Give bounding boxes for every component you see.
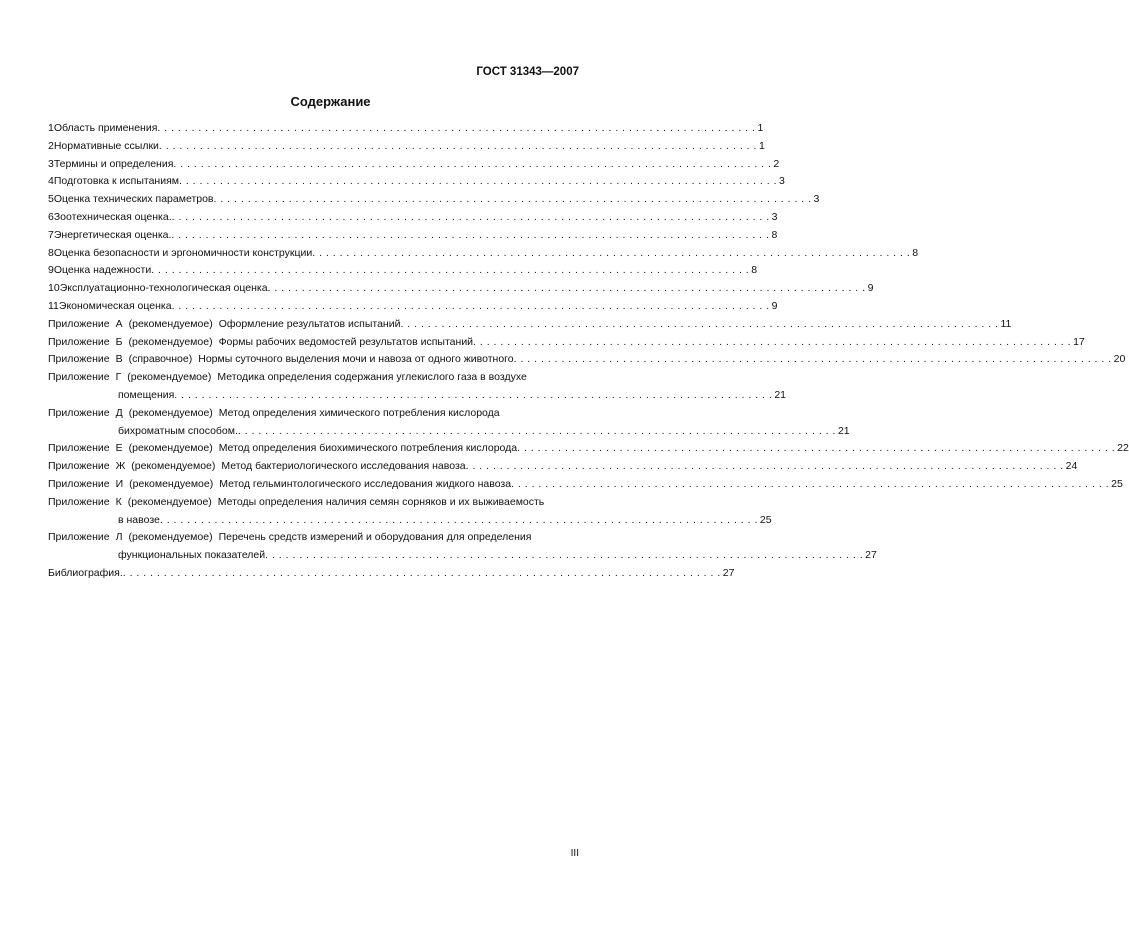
toc-label: Подготовка к испытаниям <box>53 175 179 188</box>
toc-number: 11 <box>48 299 59 312</box>
annex-letter: Д <box>115 406 123 419</box>
toc-page: 21 <box>774 388 787 401</box>
toc-annex-entry[interactable] <box>48 353 1126 371</box>
toc-page: 11 <box>1000 317 1012 330</box>
toc-page: 25 <box>1111 477 1123 490</box>
annex-letter: Л <box>115 531 123 544</box>
annex-kind: (рекомендуемое) <box>127 371 212 384</box>
toc-number: 1 <box>48 122 54 134</box>
toc-page: 21 <box>837 424 850 437</box>
standard-header: ГОСТ 31343—2007 <box>476 66 579 78</box>
toc-annex-entry[interactable] <box>48 460 1078 478</box>
toc-label: Зоотехническая оценка. <box>53 210 172 223</box>
toc-page: 27 <box>722 566 735 579</box>
annex-letter: А <box>115 317 123 330</box>
annex-letter: К <box>115 495 122 508</box>
annex-title: Оформление результатов испытаний <box>218 317 401 330</box>
toc-annex-entry[interactable] <box>48 477 1123 496</box>
annex-kind: (рекомендуемое) <box>128 335 213 348</box>
annex-title-continuation: помещения <box>118 388 175 401</box>
annex-kind: (рекомендуемое) <box>131 460 216 473</box>
toc-label: Оценка надежности <box>53 264 152 277</box>
toc-page: 1 <box>757 122 764 134</box>
toc-annex-continuation[interactable] <box>48 549 877 567</box>
toc-page: 24 <box>1065 460 1078 473</box>
annex-kind: (справочное) <box>128 353 193 366</box>
annex-title: Метод гельминтологического исследования жидкого навоза <box>219 477 512 490</box>
toc-annex-entry[interactable] <box>48 442 1129 460</box>
toc-number: 5 <box>48 193 54 206</box>
annex-title-continuation: функциональных показателей <box>118 549 266 562</box>
annex-label: Приложение <box>48 495 110 508</box>
toc-number: 6 <box>48 210 54 223</box>
toc-label: Энергетическая оценка. <box>53 228 172 241</box>
toc-annex-continuation[interactable] <box>48 388 787 407</box>
annex-title: Перечень средств измерений и оборудования для определения <box>218 531 532 544</box>
annex-title: Методика определения содержания углекислого газа в воздухе <box>217 371 527 384</box>
toc-entry[interactable] <box>48 228 778 247</box>
toc-annex-entry[interactable] <box>48 531 583 549</box>
toc-entry[interactable] <box>48 264 758 282</box>
annex-label: Приложение <box>48 477 110 490</box>
annex-letter: Е <box>115 442 123 455</box>
toc-number: 4 <box>48 175 54 188</box>
toc-page: 8 <box>751 264 758 277</box>
toc-page: 3 <box>779 175 785 188</box>
annex-label: Приложение <box>48 406 110 419</box>
toc-number: 10 <box>48 282 60 295</box>
toc-bibliography-entry[interactable] <box>48 566 735 585</box>
toc-page: 8 <box>912 246 919 259</box>
toc-entry[interactable] <box>48 299 778 318</box>
toc-entry[interactable] <box>48 193 820 211</box>
toc-annex-entry[interactable] <box>48 407 583 425</box>
annex-label: Приложение <box>48 335 110 348</box>
annex-title: Метод бактериологического исследования навоза <box>221 460 466 473</box>
annex-label: Приложение <box>48 442 110 455</box>
toc-page: 25 <box>759 513 772 526</box>
toc-entry[interactable] <box>48 175 785 193</box>
toc-entry[interactable] <box>48 282 874 300</box>
annex-letter: И <box>115 477 124 490</box>
toc-annex-entry[interactable] <box>48 496 583 514</box>
toc-page: 9 <box>771 299 778 312</box>
toc-entry[interactable] <box>48 157 780 176</box>
toc-page: 1 <box>758 139 765 152</box>
annex-kind: (рекомендуемое) <box>128 531 213 544</box>
toc-entry[interactable] <box>48 122 764 140</box>
page-title: Содержание <box>290 94 371 109</box>
toc-annex-entry[interactable] <box>48 335 1085 354</box>
toc-number: 2 <box>48 139 54 152</box>
annex-title: Формы рабочих ведомостей результатов испытаний <box>218 335 474 348</box>
annex-label: Приложение <box>48 371 110 384</box>
toc-label: Термины и определения <box>53 157 174 170</box>
annex-kind: (рекомендуемое) <box>128 317 213 330</box>
toc-page: 20 <box>1113 353 1126 366</box>
annex-kind: (рекомендуемое) <box>128 406 213 419</box>
toc-annex-continuation[interactable] <box>48 424 850 443</box>
page-number: III <box>570 848 579 859</box>
table-of-contents <box>48 122 1129 585</box>
annex-title: Метод определения химического потребления кислорода <box>218 406 500 419</box>
annex-label: Приложение <box>48 317 110 330</box>
toc-label: Область применения <box>53 122 158 134</box>
toc-number: 8 <box>48 246 54 259</box>
toc-entry[interactable] <box>48 139 765 158</box>
toc-annex-entry[interactable] <box>48 317 1012 336</box>
annex-label: Приложение <box>48 460 110 473</box>
annex-letter: В <box>115 353 123 366</box>
annex-letter: Б <box>115 335 123 348</box>
toc-label: Эксплуатационно-технологическая оценка <box>59 282 268 295</box>
toc-page: 3 <box>771 210 778 223</box>
toc-label: Нормативные ссылки <box>53 139 159 152</box>
toc-number: 7 <box>48 228 54 241</box>
toc-annex-entry[interactable] <box>48 371 583 389</box>
annex-letter: Ж <box>115 460 126 473</box>
toc-page: 17 <box>1073 335 1085 348</box>
annex-label: Приложение <box>48 531 110 544</box>
annex-title: Метод определения биохимического потребления кислорода <box>218 442 518 455</box>
annex-letter: Г <box>115 371 122 384</box>
toc-entry[interactable] <box>48 210 778 229</box>
toc-label: Библиография. <box>48 566 123 579</box>
toc-page: 27 <box>865 549 877 562</box>
annex-kind: (рекомендуемое) <box>128 442 213 455</box>
annex-kind: (рекомендуемое) <box>127 495 212 508</box>
toc-entry[interactable] <box>48 246 919 265</box>
annex-title-continuation: бихроматным способом. <box>118 424 238 437</box>
toc-annex-continuation[interactable] <box>48 513 772 532</box>
annex-title-continuation: в навозе <box>118 513 160 526</box>
toc-number: 3 <box>48 157 54 170</box>
toc-page: 2 <box>773 157 780 170</box>
toc-label: Экономическая оценка <box>58 299 172 312</box>
annex-title: Методы определения наличия семян сорняков и их выживаемость <box>217 495 545 508</box>
annex-kind: (рекомендуемое) <box>129 477 214 490</box>
toc-page: 3 <box>813 193 820 206</box>
annex-title: Нормы суточного выделения мочи и навоза от одного животного <box>198 353 514 366</box>
annex-label: Приложение <box>48 353 110 366</box>
toc-number: 9 <box>48 264 54 277</box>
toc-label: Оценка технических параметров <box>53 193 214 206</box>
toc-page: 9 <box>867 282 874 295</box>
toc-page: 22 <box>1117 442 1129 455</box>
toc-label: Оценка безопасности и эргономичности конструкции <box>53 246 313 259</box>
toc-page: 8 <box>771 228 778 241</box>
